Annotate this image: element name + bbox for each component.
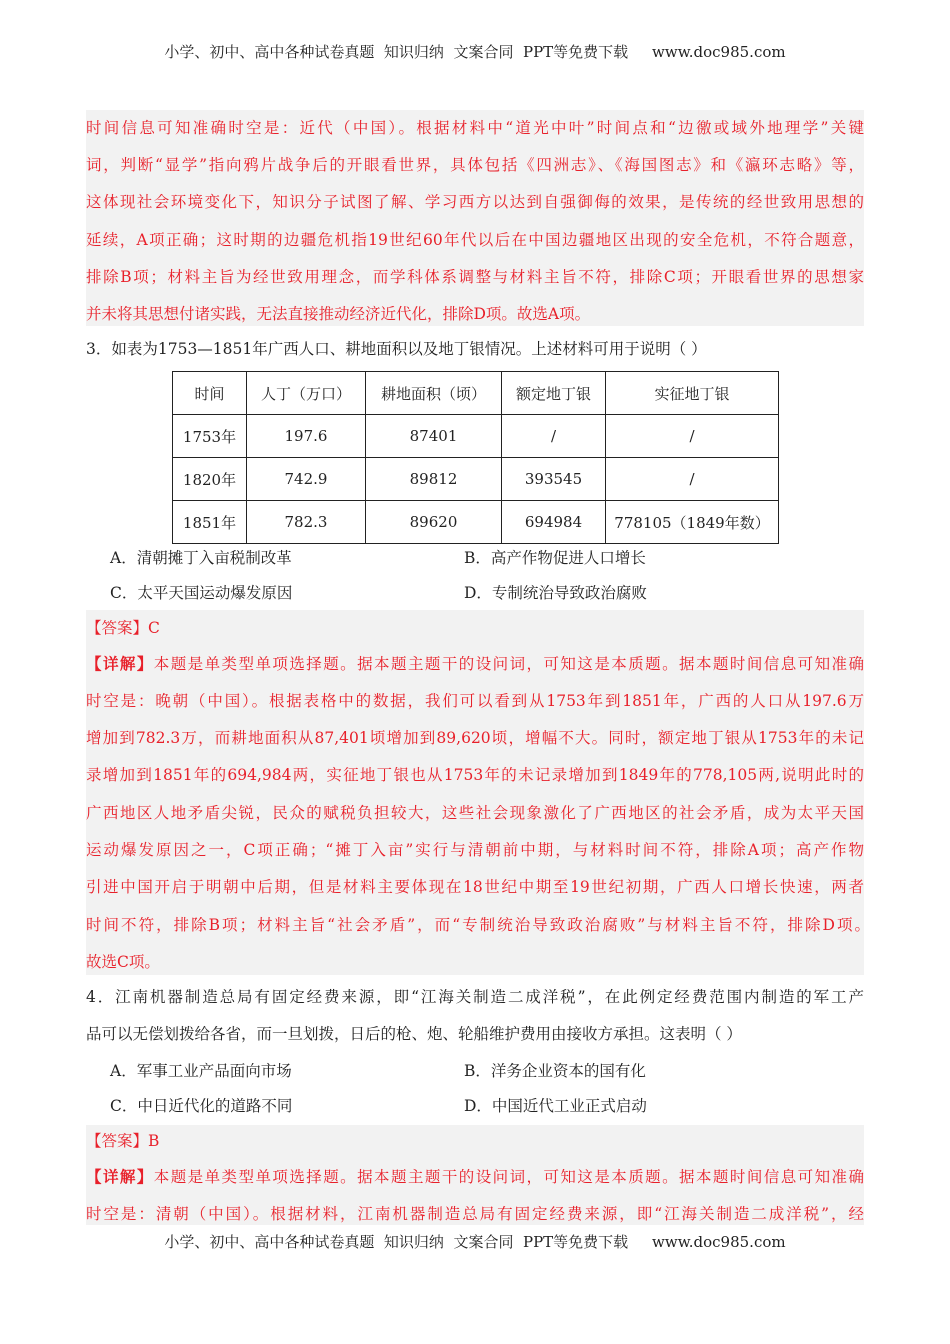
table-row [173, 501, 779, 544]
answer-label: 【答案】B [86, 1132, 160, 1150]
option-b: B．洋务企业资本的国有化 [464, 1062, 646, 1080]
explanation-line: 时空是：清朝（中国）。根据材料，江南机器制造总局有固定经费来源，即“江海关制造二成洋税”，经 [86, 1205, 864, 1223]
option-c: C．中日近代化的道路不同 [110, 1097, 293, 1115]
page-footer: 小学、初中、高中各种试卷真题 知识归纳 文案合同 PPT等免费下载 www.doc985.com [164, 1233, 786, 1251]
table-cell: 89620 [366, 501, 502, 544]
table-header: 时间 [173, 372, 247, 415]
table-header: 实征地丁银 [606, 372, 779, 415]
table-cell: / [502, 415, 606, 458]
explanation-line: 时间不符，排除B项；材料主旨“社会矛盾”，而“专制统治导致政治腐败”与材料主旨不符，排除D项。 [86, 916, 870, 934]
option-d: D．专制统治导致政治腐败 [464, 584, 647, 602]
explanation-line: 录增加到1851年的694,984两，实征地丁银也从1753年的未记录增加到1849年的778,105两,说明此时的 [86, 766, 864, 784]
option-c: C．太平天国运动爆发原因 [110, 584, 293, 602]
table-cell: 1851年 [173, 501, 247, 544]
page-header: 小学、初中、高中各种试卷真题 知识归纳 文案合同 PPT等免费下载 www.doc985.com [164, 43, 786, 61]
question-4-stem: 品可以无偿划拨给各省，而一旦划拨，日后的枪、炮、轮船维护费用由接收方承担。这表明（ ） [86, 1025, 742, 1043]
explanation-line: 增加到782.3万，而耕地面积从87,401顷增加到89,620顷，增幅不大。同时，额定地丁银从1753年的未记 [86, 729, 864, 747]
table-cell: / [606, 458, 779, 501]
explanation-line: 并未将其思想付诸实践，无法直接推动经济近代化，排除D项。故选A项。 [86, 305, 591, 323]
explanation-line: 词，判断“显学”指向鸦片战争后的开眼看世界，具体包括《四洲志》、《海国图志》和《瀛环志略》等， [86, 156, 864, 174]
question-4-stem: 4．江南机器制造总局有固定经费来源，即“江海关制造二成洋税”，在此例定经费范围内制造的军工产 [86, 988, 864, 1006]
option-d: D．中国近代工业正式启动 [464, 1097, 647, 1115]
question-3-stem: 3．如表为1753—1851年广西人口、耕地面积以及地丁银情况。上述材料可用于说明（ ） [86, 340, 707, 358]
table-cell: 1820年 [173, 458, 247, 501]
explanation-line: 排除B项；材料主旨为经世致用理念，而学科体系调整与材料主旨不符，排除C项；开眼看世界的思想家 [86, 268, 864, 286]
explanation-line: 故选C项。 [86, 953, 160, 971]
explanation-line: 延续，A项正确；这时期的边疆危机指19世纪60年代以后在中国边疆地区出现的安全危机，不符合题意， [86, 231, 864, 249]
explanation-line [86, 1166, 864, 1188]
detail-text: 本题是单类型单项选择题。据本题主题干的设问词，可知这是本质题。据本题时间信息可知准确 [153, 1168, 864, 1186]
explanation-line: 运动爆发原因之一，C项正确；“摊丁入亩”实行与清朝前中期，与材料时间不符，排除A项；高产作物 [86, 841, 864, 859]
explanation-line: 广西地区人地矛盾尖锐，民众的赋税负担较大，这些社会现象激化了广西地区的社会矛盾，成为太平天国 [86, 804, 864, 822]
table-cell: 694984 [502, 501, 606, 544]
table-header: 人丁（万口） [247, 372, 366, 415]
table-cell: 393545 [502, 458, 606, 501]
table-header: 耕地面积（顷） [366, 372, 502, 415]
answer-label: 【答案】C [86, 619, 160, 637]
table-cell: 778105（1849年数） [606, 501, 779, 544]
table-row [173, 415, 779, 458]
q2-explanation-block [86, 110, 864, 326]
explanation-line: 引进中国开启于明朝中后期，但是材料主要体现在18世纪中期至19世纪初期，广西人口增长快速，两者 [86, 878, 864, 896]
table-header-row [173, 372, 779, 415]
table-row [173, 458, 779, 501]
detail-label: 【详解】 [86, 654, 154, 673]
table-cell: 742.9 [247, 458, 366, 501]
option-a: A．清朝摊丁入亩税制改革 [110, 549, 292, 567]
table-header: 额定地丁银 [502, 372, 606, 415]
explanation-line [86, 653, 864, 675]
detail-label: 【详解】 [86, 1167, 154, 1186]
explanation-line: 时间信息可知准确时空是：近代（中国）。根据材料中“道光中叶”时间点和“边徼或域外地理学”关键 [86, 119, 864, 137]
table-cell: 782.3 [247, 501, 366, 544]
table-cell: 197.6 [247, 415, 366, 458]
data-table [172, 371, 779, 544]
option-b: B．高产作物促进人口增长 [464, 549, 646, 567]
explanation-line: 时空是：晚朝（中国）。根据表格中的数据，我们可以看到从1753年到1851年，广西的人口从197.6万 [86, 692, 864, 710]
explanation-line: 这体现社会环境变化下，知识分子试图了解、学习西方以达到自强御侮的效果，是传统的经世致用思想的 [86, 193, 864, 211]
table-cell: / [606, 415, 779, 458]
table-cell: 89812 [366, 458, 502, 501]
table-cell: 87401 [366, 415, 502, 458]
detail-text: 本题是单类型单项选择题。据本题主题干的设问词，可知这是本质题。据本题时间信息可知准确 [153, 655, 864, 673]
option-a: A．军事工业产品面向市场 [110, 1062, 292, 1080]
table-cell: 1753年 [173, 415, 247, 458]
